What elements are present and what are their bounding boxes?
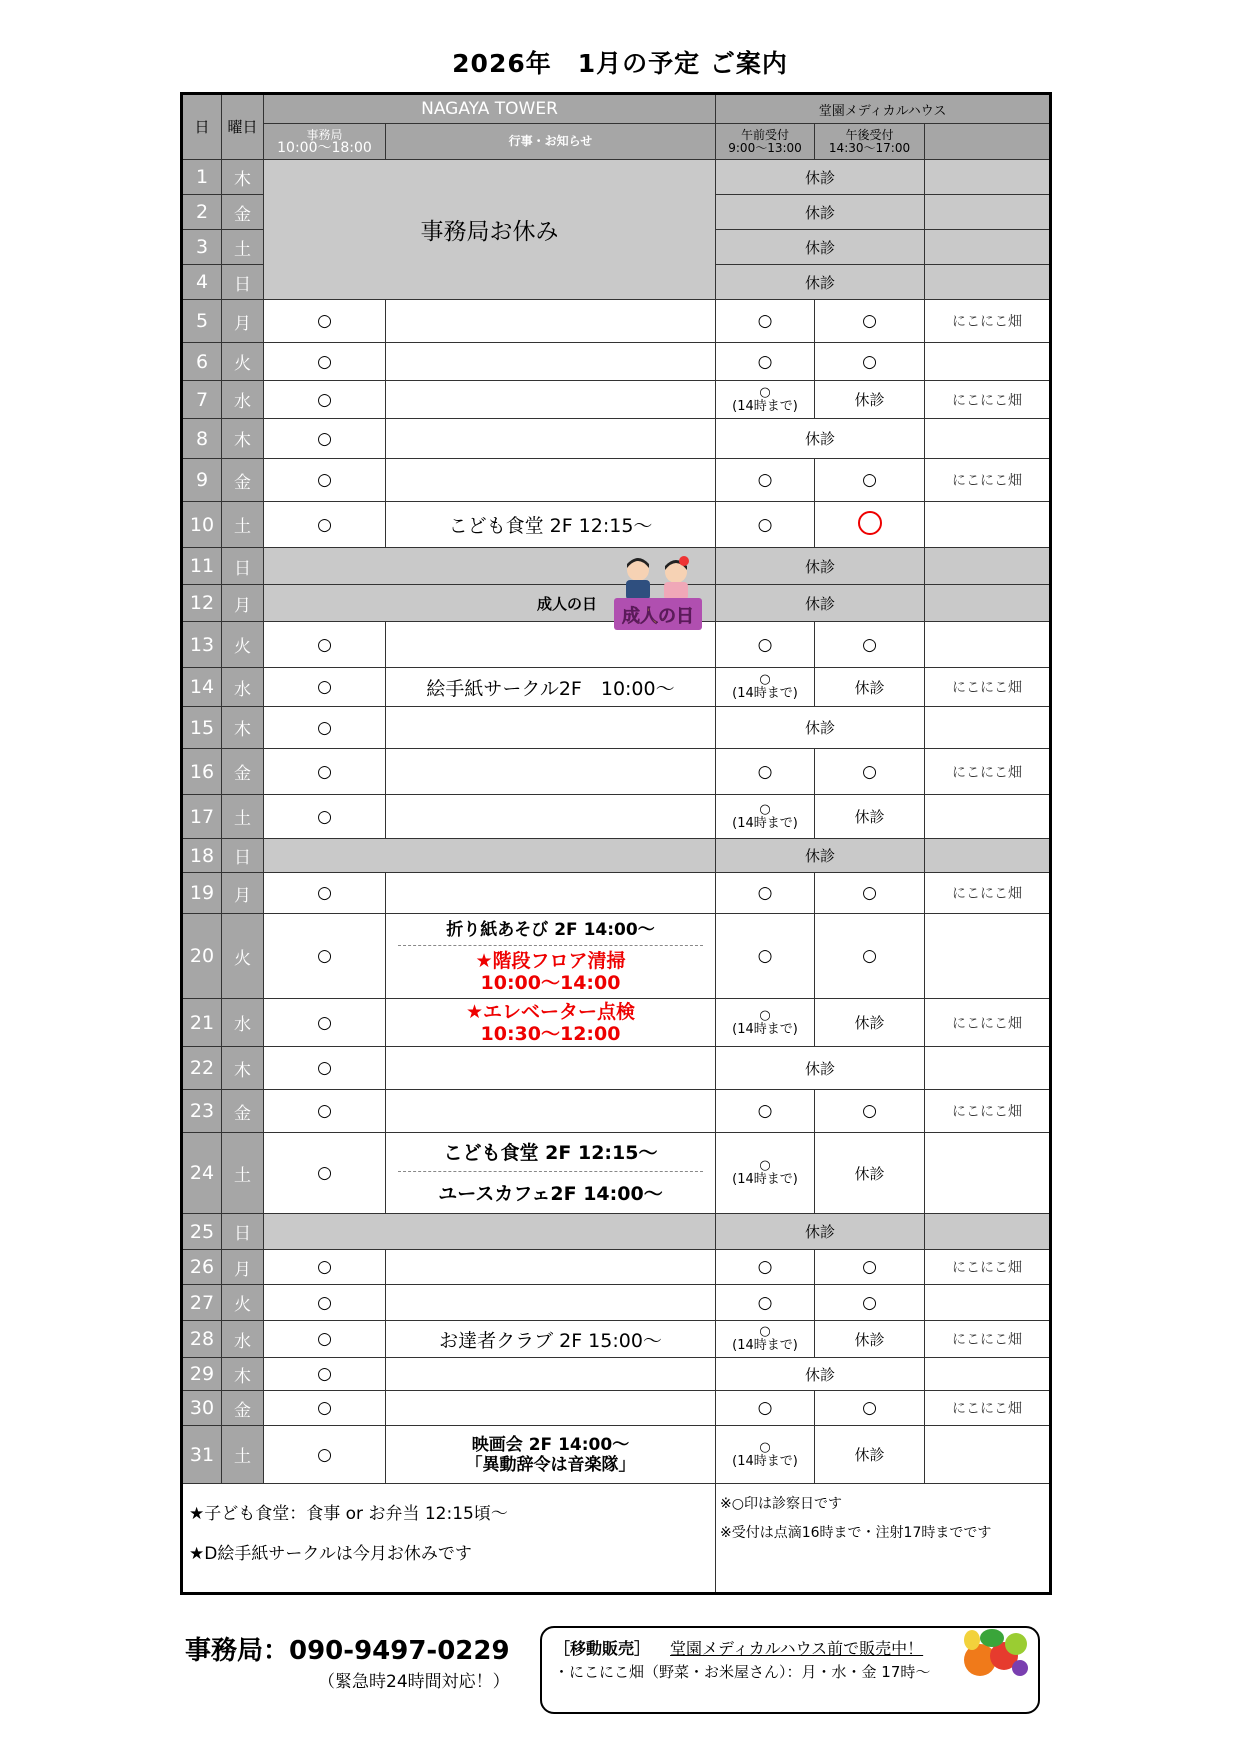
office-open: ○ [264,668,386,707]
page-title: 2026年 1月の予定 ご案内 [452,49,788,78]
day-cell: 20 [182,914,222,999]
pm-open: ○ [815,300,925,343]
weekday-cell: 水 [222,1321,264,1358]
pm-closed: 休診 [815,1133,925,1214]
niko-cell: にこにこ畑 [925,300,1051,343]
weekday-cell: 火 [222,622,264,668]
weekday-cell: 金 [222,1391,264,1426]
pm-closed: 休診 [815,999,925,1047]
office-open: ○ [264,1133,386,1214]
niko-cell [925,230,1051,265]
weekday-cell: 木 [222,1047,264,1090]
event-cell [386,419,716,459]
clinic-closed: 休診 [716,839,925,873]
office-open: ○ [264,343,386,381]
am-open: ○ [716,622,815,668]
pm-closed: 休診 [815,1426,925,1484]
day-cell: 22 [182,1047,222,1090]
niko-cell: にこにこ畑 [925,1250,1051,1285]
office-phone: 事務局：090-9497-0229 [185,1636,510,1666]
clinic-closed: 休診 [716,265,925,300]
seijin-illustration [612,552,704,634]
office-open: ○ [264,999,386,1047]
niko-cell [925,343,1051,381]
day-cell: 2 [182,195,222,230]
am-open: ○ [716,343,815,381]
niko-cell: にこにこ畑 [925,873,1051,914]
day-cell: 4 [182,265,222,300]
clinic-closed: 休診 [716,548,925,585]
red-circle-icon [858,511,882,535]
pm-open: ○ [815,1391,925,1426]
weekday-cell: 土 [222,795,264,839]
weekday-cell: 日 [222,548,264,585]
mobile-sales-desc: ・にこにこ畑（野菜・お米屋さん）：月・水・金 17時〜 [554,1663,931,1681]
day-cell: 13 [182,622,222,668]
niko-cell: にこにこ畑 [925,459,1051,502]
clinic-closed: 休診 [716,230,925,265]
niko-cell [925,839,1051,873]
event-cell [386,381,716,419]
weekday-cell: 月 [222,585,264,622]
weekday-cell: 火 [222,343,264,381]
vegetables-icon [958,1622,1034,1688]
day-cell: 24 [182,1133,222,1214]
day-cell: 11 [182,548,222,585]
clinic-closed: 休診 [716,1214,925,1250]
clinic-closed: 休診 [716,160,925,195]
niko-cell [925,502,1051,548]
weekday-cell: 日 [222,1214,264,1250]
niko-cell: にこにこ畑 [925,999,1051,1047]
pm-open: ○ [815,1285,925,1321]
pm-special-open [815,502,925,548]
niko-cell [925,1426,1051,1484]
office-open: ○ [264,1391,386,1426]
day-cell: 28 [182,1321,222,1358]
pm-closed: 休診 [815,795,925,839]
weekday-cell: 木 [222,160,264,195]
day-cell: 21 [182,999,222,1047]
event-cell [386,459,716,502]
office-open: ○ [264,873,386,914]
am-open: ○ [716,1285,815,1321]
event-cell: 折り紙あそび 2F 14:00〜 ★階段フロア清掃 10:00〜14:00 [386,914,716,999]
niko-cell [925,622,1051,668]
day-cell: 23 [182,1090,222,1133]
am-until14: ○ (14時まで) [716,381,815,419]
niko-cell [925,1285,1051,1321]
am-until14: ○ (14時まで) [716,1426,815,1484]
niko-cell [925,1358,1051,1391]
pm-closed: 休診 [815,1321,925,1358]
am-open: ○ [716,1250,815,1285]
pm-open: ○ [815,749,925,795]
niko-cell [925,160,1051,195]
weekday-cell: 月 [222,300,264,343]
am-until14: ○ (14時まで) [716,668,815,707]
niko-cell [925,1133,1051,1214]
weekday-cell: 日 [222,839,264,873]
office-open: ○ [264,914,386,999]
am-until14: ○ (14時まで) [716,1133,815,1214]
office-open: ○ [264,707,386,749]
header-events: 行事・お知らせ [386,124,716,160]
office-open: ○ [264,502,386,548]
office-open: ○ [264,749,386,795]
am-open: ○ [716,873,815,914]
mobile-sales-link[interactable]: 堂園メディカルハウス前で販売中！ [670,1639,924,1658]
day-cell: 1 [182,160,222,195]
weekday-cell: 木 [222,1358,264,1391]
day-cell: 30 [182,1391,222,1426]
day-cell: 27 [182,1285,222,1321]
office-open: ○ [264,1250,386,1285]
day-cell: 12 [182,585,222,622]
notes-right: ※○印は診察日です ※受付は点滴16時まで・注射17時までです [716,1484,1051,1594]
header-blank [925,124,1051,160]
header-weekday: 曜日 [222,94,264,160]
niko-cell [925,1047,1051,1090]
weekday-cell: 日 [222,265,264,300]
header-pm: 午後受付 14:30〜17:00 [815,124,925,160]
event-cell [386,1047,716,1090]
day-cell: 9 [182,459,222,502]
day-cell: 8 [182,419,222,459]
office-open: ○ [264,1358,386,1391]
event-cell: ★エレベーター点検 10:30〜12:00 [386,999,716,1047]
event-cell [386,1090,716,1133]
weekday-cell: 月 [222,1250,264,1285]
am-open: ○ [716,300,815,343]
day-cell: 10 [182,502,222,548]
day-cell: 7 [182,381,222,419]
niko-cell [925,265,1051,300]
niko-cell [925,585,1051,622]
event-cell [386,749,716,795]
day-cell: 29 [182,1358,222,1391]
weekday-cell: 土 [222,230,264,265]
mobile-sales-box [540,1626,1040,1714]
header-day: 日 [182,94,222,160]
weekday-cell: 火 [222,1285,264,1321]
event-cell [386,1358,716,1391]
am-open: ○ [716,749,815,795]
event-cell: こども食堂 2F 12:15〜 ユースカフェ2F 14:00〜 [386,1133,716,1214]
am-open: ○ [716,914,815,999]
niko-cell [925,195,1051,230]
niko-cell [925,914,1051,999]
day-cell: 3 [182,230,222,265]
am-open: ○ [716,1090,815,1133]
am-open: ○ [716,459,815,502]
clinic-closed: 休診 [716,1358,925,1391]
niko-cell: にこにこ畑 [925,668,1051,707]
day-cell: 6 [182,343,222,381]
niko-cell: にこにこ畑 [925,1391,1051,1426]
weekday-cell: 土 [222,1426,264,1484]
clinic-closed: 休診 [716,1047,925,1090]
office-closed: 事務局お休み [264,160,716,300]
niko-cell: にこにこ畑 [925,1090,1051,1133]
pm-closed: 休診 [815,381,925,419]
day-cell: 19 [182,873,222,914]
day-cell: 17 [182,795,222,839]
office-open: ○ [264,381,386,419]
pm-open: ○ [815,914,925,999]
day-cell: 26 [182,1250,222,1285]
day-cell: 15 [182,707,222,749]
niko-cell [925,1214,1051,1250]
clinic-closed: 休診 [716,707,925,749]
weekday-cell: 土 [222,1133,264,1214]
clinic-closed: 休診 [716,419,925,459]
pm-open: ○ [815,459,925,502]
office-open: ○ [264,300,386,343]
niko-cell [925,548,1051,585]
office-open: ○ [264,1426,386,1484]
header-clinic: 堂園メディカルハウス [716,94,1051,124]
weekday-cell: 水 [222,381,264,419]
office-closed [264,839,716,873]
event-cell [386,1285,716,1321]
weekday-cell: 水 [222,668,264,707]
mobile-sales-title: ［移動販売］ [554,1639,651,1658]
am-until14: ○ (14時まで) [716,1321,815,1358]
pm-open: ○ [815,622,925,668]
day-cell: 5 [182,300,222,343]
day-cell: 16 [182,749,222,795]
office-open: ○ [264,622,386,668]
office-open: ○ [264,459,386,502]
office-open: ○ [264,419,386,459]
clinic-closed: 休診 [716,195,925,230]
holiday-cell: 成人の日 [264,585,716,622]
office-phone-note: （緊急時24時間対応！） [318,1672,510,1692]
event-cell: こども食堂 2F 12:15〜 [386,502,716,548]
pm-closed: 休診 [815,668,925,707]
weekday-cell: 金 [222,195,264,230]
schedule-table [180,92,1052,1595]
event-cell [386,1250,716,1285]
event-cell [386,343,716,381]
am-open: ○ [716,502,815,548]
office-closed [264,1214,716,1250]
event-cell [386,707,716,749]
niko-cell [925,707,1051,749]
niko-cell [925,795,1051,839]
header-office: 事務局 10:00〜18:00 [264,124,386,160]
pm-open: ○ [815,1090,925,1133]
pm-open: ○ [815,873,925,914]
day-cell: 18 [182,839,222,873]
event-cell: お達者クラブ 2F 15:00〜 [386,1321,716,1358]
weekday-cell: 木 [222,419,264,459]
weekday-cell: 土 [222,502,264,548]
event-cell: 絵手紙サークル2F 10:00〜 [386,668,716,707]
pm-open: ○ [815,1250,925,1285]
weekday-cell: 火 [222,914,264,999]
weekday-cell: 金 [222,1090,264,1133]
am-open: ○ [716,1391,815,1426]
pm-open: ○ [815,343,925,381]
niko-cell: にこにこ畑 [925,1321,1051,1358]
event-cell [386,300,716,343]
event-cell [386,795,716,839]
am-until14: ○ (14時まで) [716,999,815,1047]
office-open: ○ [264,1321,386,1358]
header-nagaya: NAGAYA TOWER [264,94,716,124]
event-cell [386,873,716,914]
weekday-cell: 金 [222,459,264,502]
office-open: ○ [264,795,386,839]
svg-text:成人の日: 成人の日 [622,606,694,627]
day-cell: 14 [182,668,222,707]
niko-cell: にこにこ畑 [925,381,1051,419]
niko-cell [925,419,1051,459]
office-open: ○ [264,1090,386,1133]
weekday-cell: 水 [222,999,264,1047]
office-open: ○ [264,1285,386,1321]
weekday-cell: 金 [222,749,264,795]
event-cell [386,1391,716,1426]
am-until14: ○ (14時まで) [716,795,815,839]
event-cell: 映画会 2F 14:00〜 「異動辞令は音楽隊」 [386,1426,716,1484]
day-cell: 25 [182,1214,222,1250]
clinic-closed: 休診 [716,585,925,622]
header-am: 午前受付 9:00〜13:00 [716,124,815,160]
weekday-cell: 月 [222,873,264,914]
niko-cell: にこにこ畑 [925,749,1051,795]
notes-left: ★子ども食堂：食事 or お弁当 12:15頃〜 ★D絵手紙サークルは今月お休みです [182,1484,716,1594]
day-cell: 31 [182,1426,222,1484]
office-open: ○ [264,1047,386,1090]
weekday-cell: 木 [222,707,264,749]
